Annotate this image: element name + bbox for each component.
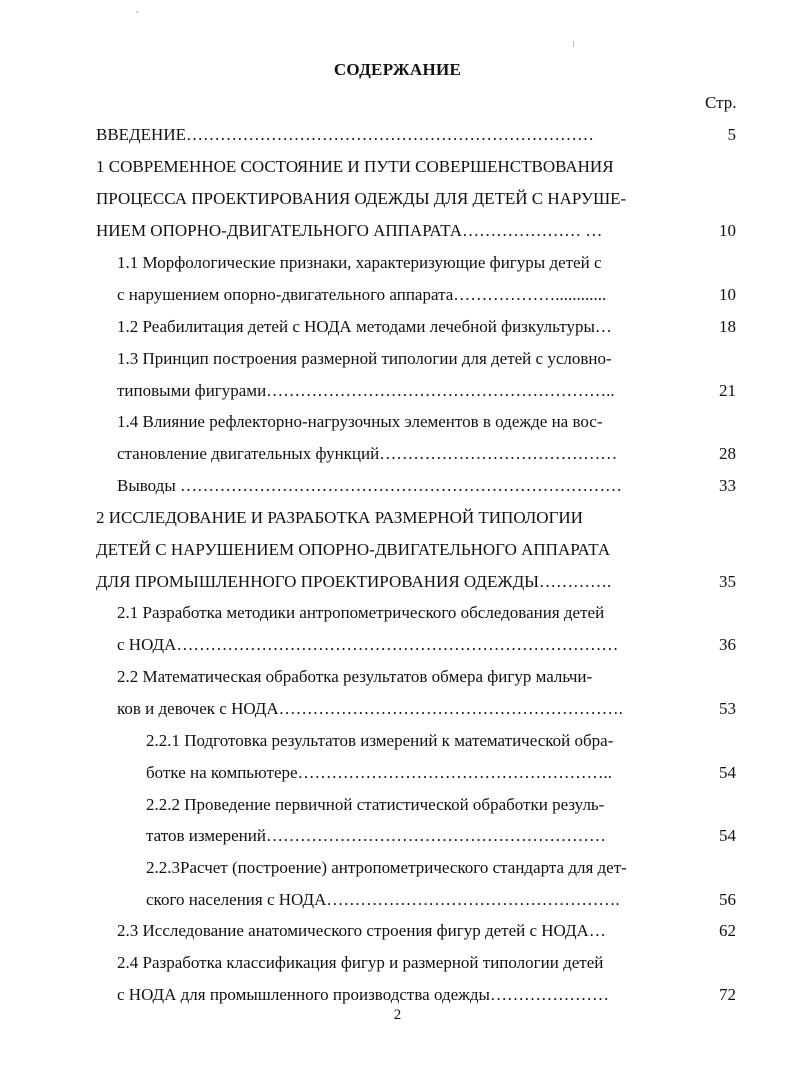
- toc-entry-page: 33: [719, 476, 736, 495]
- page-column-label: Стр.: [705, 93, 737, 112]
- toc-entry-line: с НОДА……………………………………………………………………: [117, 635, 619, 654]
- toc-entry-line: 1.4 Влияние рефлекторно-нагрузочных элементов в одежде на вос-: [117, 412, 603, 431]
- toc-entry-line: 2 ИССЛЕДОВАНИЕ И РАЗРАБОТКА РАЗМЕРНОЙ ТИПОЛОГИИ: [96, 508, 583, 527]
- toc-entry-line: ВВЕДЕНИЕ………………………………………………………………: [96, 125, 594, 144]
- toc-entry-line: с нарушением опорно-двигательного аппарата………………............: [117, 285, 607, 304]
- toc-entry-page: 18: [719, 317, 736, 336]
- toc-entry-line: НИЕМ ОПОРНО-ДВИГАТЕЛЬНОГО АППАРАТА………………… …: [96, 221, 603, 240]
- toc-entry-line: 2.2.3Расчет (построение) антропометрического стандарта для дет-: [146, 858, 627, 877]
- toc-entry-page: 53: [719, 699, 736, 718]
- toc-entry-page: 54: [719, 826, 736, 845]
- toc-entry-line: 2.4 Разработка классификация фигур и размерной типологии детей: [117, 953, 604, 972]
- toc-entry-line: 2.2.1 Подготовка результатов измерений к математической обра-: [146, 731, 614, 750]
- toc-entry-page: 5: [727, 125, 736, 144]
- toc-entry-line: ботке на компьютере………………………………………………..: [146, 763, 613, 782]
- toc-entry-line: 1.2 Реабилитация детей с НОДА методами лечебной физкультуры…: [117, 317, 612, 336]
- toc-entry-line: 1.3 Принцип построения размерной типологии для детей с условно-: [117, 349, 612, 368]
- toc-entry-page: 28: [719, 444, 736, 463]
- page-number: 2: [393, 1007, 402, 1023]
- toc-entry-page: 36: [719, 635, 736, 654]
- toc-entry-line: становление двигательных функций……………………………………: [117, 444, 618, 463]
- toc-entry-page: 10: [719, 285, 736, 304]
- toc-entry-page: 10: [719, 221, 736, 240]
- toc-entry-page: 54: [719, 763, 736, 782]
- toc-entry-page: 62: [719, 921, 736, 940]
- toc-entry-line: 2.2.2 Проведение первичной статистической обработки резуль-: [146, 795, 605, 814]
- toc-entry-line: ков и девочек с НОДА…………………………………………………….: [117, 699, 623, 718]
- toc-entry-line: 2.2 Математическая обработка результатов обмера фигур мальчи-: [117, 667, 593, 686]
- toc-entry-line: ПРОЦЕССА ПРОЕКТИРОВАНИЯ ОДЕЖДЫ ДЛЯ ДЕТЕЙ С НАРУШЕ-: [96, 189, 627, 208]
- toc-entry-line: ского населения с НОДА…………………………………………….: [146, 890, 620, 909]
- toc-entry-line: ДЛЯ ПРОМЫШЛЕННОГО ПРОЕКТИРОВАНИЯ ОДЕЖДЫ………….: [96, 572, 612, 591]
- toc-entry-page: 72: [719, 985, 736, 1004]
- toc-entry-line: 1.1 Морфологические признаки, характеризующие фигуры детей с: [117, 253, 602, 272]
- toc-entry-line: 2.3 Исследование анатомического строения фигур детей с НОДА…: [117, 921, 606, 940]
- toc-entry-page: 56: [719, 890, 736, 909]
- toc-entry-line: с НОДА для промышленного производства одежды…………………: [117, 985, 609, 1004]
- toc-entry-line: Выводы ……………………………………………………………………: [117, 476, 623, 495]
- toc-entry-page: 21: [719, 381, 736, 400]
- toc-entry-line: 1 СОВРЕМЕННОЕ СОСТОЯНИЕ И ПУТИ СОВЕРШЕНСТВОВАНИЯ: [96, 157, 614, 176]
- page-title: СОДЕРЖАНИЕ: [333, 60, 462, 79]
- toc-entry-line: 2.1 Разработка методики антропометрического обследования детей: [117, 603, 605, 622]
- scan-speck: ˇ: [136, 10, 139, 19]
- toc-entry-page: 35: [719, 572, 736, 591]
- scan-speck: ǀ: [573, 40, 575, 49]
- toc-entry-line: типовыми фигурами……………………………………………………..: [117, 381, 615, 400]
- toc-entry-line: ДЕТЕЙ С НАРУШЕНИЕМ ОПОРНО-ДВИГАТЕЛЬНОГО АППАРАТА: [96, 540, 611, 559]
- toc-entry-line: татов измерений……………………………………………………: [146, 826, 606, 845]
